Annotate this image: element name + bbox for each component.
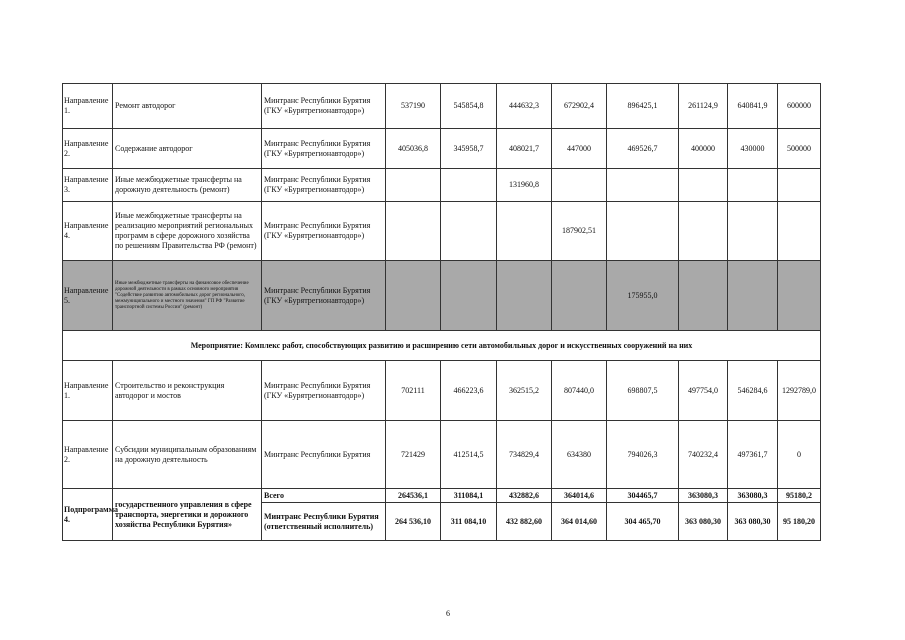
value-cell xyxy=(497,202,552,261)
value-cell: 261124,9 xyxy=(679,84,728,129)
direction-cell: Направление 3. xyxy=(63,169,113,202)
value-cell xyxy=(607,202,679,261)
budget-table-page xyxy=(62,83,820,541)
value-cell: 364 014,60 xyxy=(552,503,607,541)
value-cell xyxy=(497,261,552,331)
value-cell: 412514,5 xyxy=(441,421,497,489)
value-cell xyxy=(679,261,728,331)
value-cell: 640841,9 xyxy=(728,84,778,129)
direction-cell: Направление 1. xyxy=(63,84,113,129)
value-cell: 345958,7 xyxy=(441,129,497,169)
value-cell: 311 084,10 xyxy=(441,503,497,541)
direction-cell: Направление 4. xyxy=(63,202,113,261)
value-cell xyxy=(552,169,607,202)
executor-cell: Минтранс Республики Бурятия (ГКУ «Бурятрегионавтодор») xyxy=(262,261,386,331)
value-cell: 363 080,30 xyxy=(679,503,728,541)
total-value-cell: 432882,6 xyxy=(497,489,552,503)
total-value-cell: 304465,7 xyxy=(607,489,679,503)
executor-cell: Минтранс Республики Бурятия (ответственный исполнитель) xyxy=(262,503,386,541)
section-banner: Мероприятие: Комплекс работ, способствующих развитию и расширению сети автомобильных дорог и искусственных сооружений на них xyxy=(63,331,821,361)
executor-cell: Минтранс Республики Бурятия (ГКУ «Бурятрегионавтодор») xyxy=(262,361,386,421)
table-row xyxy=(63,129,821,169)
executor-cell: Минтранс Республики Бурятия (ГКУ «Бурятрегионавтодор») xyxy=(262,169,386,202)
subprogram-total-row xyxy=(63,489,821,503)
value-cell xyxy=(679,202,728,261)
direction-cell: Направление 2. xyxy=(63,129,113,169)
subprogram-name: государственного управления в сфере транспорта, энергетики и дорожного хозяйства Республики Бурятия» xyxy=(113,489,262,541)
value-cell: 95 180,20 xyxy=(778,503,821,541)
value-cell: 131960,8 xyxy=(497,169,552,202)
table-row xyxy=(63,261,821,331)
value-cell xyxy=(386,169,441,202)
value-cell: 430000 xyxy=(728,129,778,169)
value-cell: 896425,1 xyxy=(607,84,679,129)
total-value-cell: 95180,2 xyxy=(778,489,821,503)
value-cell: 702111 xyxy=(386,361,441,421)
value-cell xyxy=(778,261,821,331)
executor-cell: Минтранс Республики Бурятия xyxy=(262,421,386,489)
value-cell: 264 536,10 xyxy=(386,503,441,541)
total-value-cell: 363080,3 xyxy=(728,489,778,503)
table-row xyxy=(63,202,821,261)
value-cell xyxy=(679,169,728,202)
total-value-cell: 364014,6 xyxy=(552,489,607,503)
value-cell: 175955,0 xyxy=(607,261,679,331)
value-cell xyxy=(778,169,821,202)
value-cell: 734829,4 xyxy=(497,421,552,489)
value-cell: 405036,8 xyxy=(386,129,441,169)
value-cell: 545854,8 xyxy=(441,84,497,129)
value-cell: 740232,4 xyxy=(679,421,728,489)
name-cell: Иные межбюджетные трансферты на финансовое обеспечение дорожной деятельности в рамках основного мероприятия "Содействие развитию автомобильных дорог регионального, межмуниципального и местного значения" ГП РФ "Развитие транспортной системы России" (ремонт) xyxy=(113,261,262,331)
name-cell: Строительство и реконструкция автодорог и мостов xyxy=(113,361,262,421)
value-cell: 408021,7 xyxy=(497,129,552,169)
value-cell xyxy=(552,261,607,331)
value-cell: 794026,3 xyxy=(607,421,679,489)
value-cell: 672902,4 xyxy=(552,84,607,129)
value-cell: 432 882,60 xyxy=(497,503,552,541)
table-row xyxy=(63,421,821,489)
value-cell xyxy=(386,261,441,331)
value-cell: 444632,3 xyxy=(497,84,552,129)
name-cell: Иные межбюджетные трансферты на дорожную деятельность (ремонт) xyxy=(113,169,262,202)
table-row xyxy=(63,169,821,202)
value-cell: 500000 xyxy=(778,129,821,169)
value-cell xyxy=(607,169,679,202)
table-row xyxy=(63,361,821,421)
value-cell: 546284,6 xyxy=(728,361,778,421)
total-value-cell: 311084,1 xyxy=(441,489,497,503)
value-cell: 497754,0 xyxy=(679,361,728,421)
table-row xyxy=(63,84,821,129)
value-cell: 721429 xyxy=(386,421,441,489)
value-cell: 304 465,70 xyxy=(607,503,679,541)
value-cell: 497361,7 xyxy=(728,421,778,489)
executor-cell: Минтранс Республики Бурятия (ГКУ «Бурятрегионавтодор») xyxy=(262,129,386,169)
value-cell: 400000 xyxy=(679,129,728,169)
value-cell xyxy=(386,202,441,261)
value-cell: 187902,51 xyxy=(552,202,607,261)
value-cell: 1292789,0 xyxy=(778,361,821,421)
value-cell: 634380 xyxy=(552,421,607,489)
direction-cell: Направление 5. xyxy=(63,261,113,331)
direction-cell: Направление 2. xyxy=(63,421,113,489)
value-cell: 466223,6 xyxy=(441,361,497,421)
total-label: Всего xyxy=(262,489,386,503)
value-cell: 0 xyxy=(778,421,821,489)
value-cell: 362515,2 xyxy=(497,361,552,421)
name-cell: Содержание автодорог xyxy=(113,129,262,169)
direction-cell: Направление 1. xyxy=(63,361,113,421)
value-cell xyxy=(728,202,778,261)
subprogram-label: Подпрограмма 4. xyxy=(63,489,113,541)
value-cell: 537190 xyxy=(386,84,441,129)
value-cell xyxy=(728,261,778,331)
total-value-cell: 264536,1 xyxy=(386,489,441,503)
value-cell: 698807,5 xyxy=(607,361,679,421)
value-cell: 807440,0 xyxy=(552,361,607,421)
value-cell: 469526,7 xyxy=(607,129,679,169)
executor-cell: Минтранс Республики Бурятия (ГКУ «Бурятрегионавтодор») xyxy=(262,84,386,129)
page-number: 6 xyxy=(446,609,450,618)
executor-cell: Минтранс Республики Бурятия (ГКУ «Бурятрегионавтодор») xyxy=(262,202,386,261)
value-cell: 447000 xyxy=(552,129,607,169)
value-cell xyxy=(728,169,778,202)
value-cell xyxy=(778,202,821,261)
name-cell: Иные межбюджетные трансферты на реализацию мероприятий региональных программ в сфере дорожного хозяйства по решениям Правительства РФ (ремонт) xyxy=(113,202,262,261)
section-banner-row xyxy=(63,331,821,361)
name-cell: Субсидии муниципальным образованиям на дорожную деятельность xyxy=(113,421,262,489)
value-cell: 363 080,30 xyxy=(728,503,778,541)
budget-table xyxy=(62,83,821,541)
value-cell xyxy=(441,169,497,202)
name-cell: Ремонт автодорог xyxy=(113,84,262,129)
value-cell: 600000 xyxy=(778,84,821,129)
value-cell xyxy=(441,261,497,331)
total-value-cell: 363080,3 xyxy=(679,489,728,503)
value-cell xyxy=(441,202,497,261)
